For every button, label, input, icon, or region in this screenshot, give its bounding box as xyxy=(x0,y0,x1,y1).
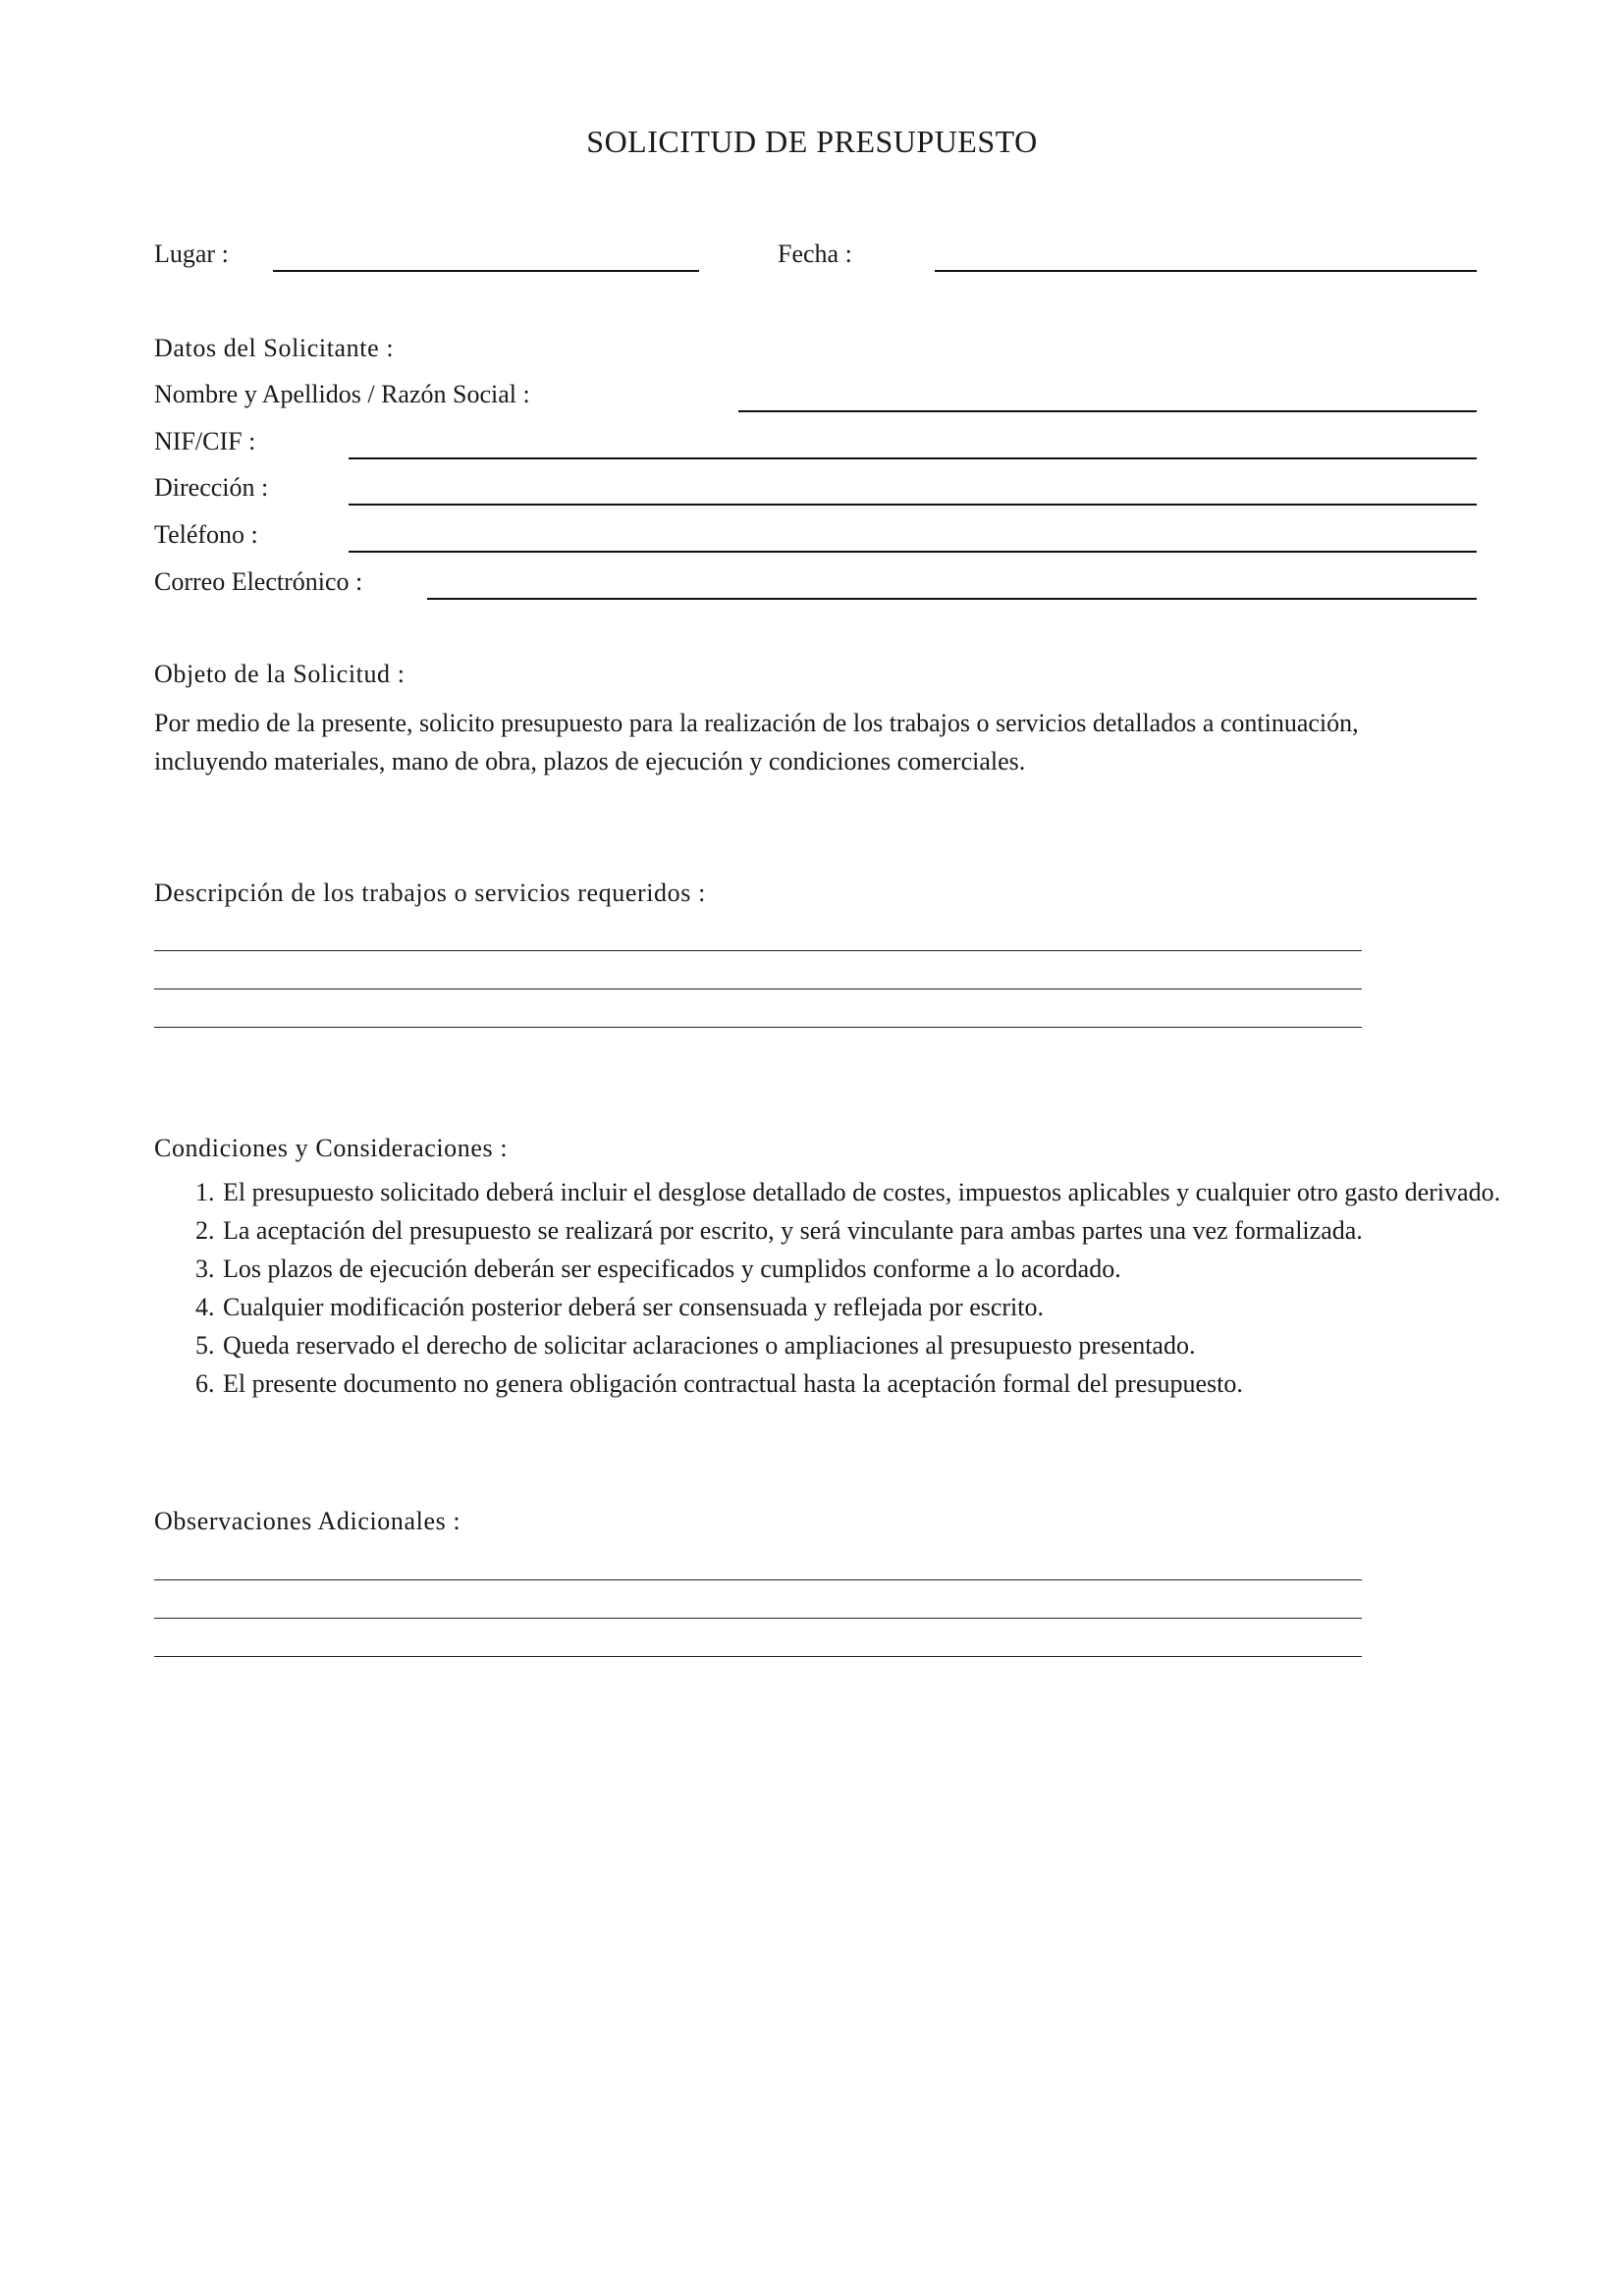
nif-field-line[interactable] xyxy=(349,457,1477,459)
condicion-item: 2. La aceptación del presupuesto se realizará por escrito, y será vinculante para ambas partes una vez formalizada. xyxy=(221,1211,1624,1250)
lugar-label: Lugar : xyxy=(154,240,229,268)
observaciones-heading: Observaciones Adicionales : xyxy=(154,1507,461,1535)
nombre-label: Nombre y Apellidos / Razón Social : xyxy=(154,380,530,408)
telefono-label: Teléfono : xyxy=(154,520,258,549)
descripcion-blank-line[interactable] xyxy=(154,950,1362,951)
condicion-item: 6. El presente documento no genera obligación contractual hasta la aceptación formal del presupuesto. xyxy=(221,1364,1624,1403)
correo-label: Correo Electrónico : xyxy=(154,567,363,596)
telefono-field-line[interactable] xyxy=(349,551,1477,553)
objeto-text-line-2: incluyendo materiales, mano de obra, plazos de ejecución y condiciones comerciales. xyxy=(154,747,1026,775)
direccion-field-line[interactable] xyxy=(349,504,1477,506)
nombre-field-line[interactable] xyxy=(738,410,1477,412)
condicion-item: 3. Los plazos de ejecución deberán ser especificados y cumplidos conforme a lo acordado. xyxy=(221,1250,1624,1288)
condicion-item: 5. Queda reservado el derecho de solicitar aclaraciones o ampliaciones al presupuesto presentado. xyxy=(221,1326,1624,1364)
condicion-item: 1. El presupuesto solicitado deberá incluir el desglose detallado de costes, impuestos aplicables y cualquier otro gasto derivado. xyxy=(221,1173,1624,1211)
descripcion-blank-line[interactable] xyxy=(154,988,1362,989)
observaciones-blank-line[interactable] xyxy=(154,1618,1362,1619)
direccion-label: Dirección : xyxy=(154,473,269,502)
lugar-field-line[interactable] xyxy=(273,270,699,272)
objeto-heading: Objeto de la Solicitud : xyxy=(154,660,406,688)
correo-field-line[interactable] xyxy=(427,598,1477,600)
fecha-field-line[interactable] xyxy=(935,270,1477,272)
observaciones-blank-line[interactable] xyxy=(154,1656,1362,1657)
objeto-text-line-1: Por medio de la presente, solicito presupuesto para la realización de los trabajos o servicios detallados a continuación, xyxy=(154,709,1359,737)
condiciones-list xyxy=(154,1173,1624,1403)
solicitante-heading: Datos del Solicitante : xyxy=(154,334,395,362)
descripcion-blank-line[interactable] xyxy=(154,1027,1362,1028)
condicion-item: 4. Cualquier modificación posterior deberá ser consensuada y reflejada por escrito. xyxy=(221,1288,1624,1326)
descripcion-heading: Descripción de los trabajos o servicios requeridos : xyxy=(154,879,706,907)
observaciones-blank-line[interactable] xyxy=(154,1579,1362,1580)
document-title: SOLICITUD DE PRESUPUESTO xyxy=(586,124,1038,159)
condiciones-heading: Condiciones y Consideraciones : xyxy=(154,1134,509,1162)
nif-label: NIF/CIF : xyxy=(154,427,256,455)
fecha-label: Fecha : xyxy=(778,240,852,268)
